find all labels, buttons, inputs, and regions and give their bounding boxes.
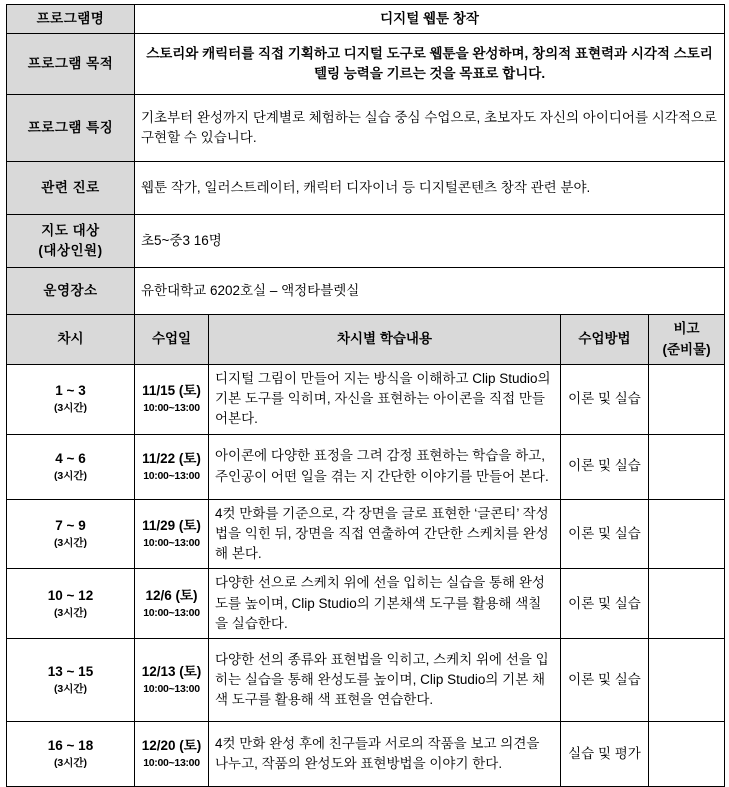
date-cell	[135, 499, 209, 569]
date-cell	[135, 569, 209, 639]
remark-cell	[649, 639, 725, 722]
session-hours: (3시간)	[53, 402, 88, 415]
date-value: 11/22 (토)	[142, 450, 201, 466]
table-row-target	[7, 215, 725, 268]
value-program-feature: 기초부터 완성까지 단계별로 체험하는 실습 중심 수업으로, 초보자도 자신의 아이디어를 시각적으로 구현할 수 있습니다.	[135, 95, 725, 162]
session-cell	[7, 569, 135, 639]
session-hours: (3시간)	[53, 606, 88, 619]
session-cell	[7, 434, 135, 499]
session-number: 13 ~ 15	[47, 664, 94, 679]
label-program-purpose: 프로그램 목적	[7, 34, 135, 95]
content-cell: 다양한 선의 종류와 표현법을 익히고, 스케치 위에 선을 입히는 실습을 통해 완성도를 높이며, Clip Studio의 기본 채색 도구를 활용해 색 표현을 연습한다.	[209, 639, 561, 722]
date-value: 12/13 (토)	[141, 664, 202, 679]
method-cell: 이론 및 실습	[561, 364, 649, 434]
schedule-header-content: 차시별 학습내용	[209, 315, 561, 365]
session-hours: (3시간)	[53, 469, 88, 482]
date-time: 10:00~13:00	[143, 606, 200, 619]
session-hours: (3시간)	[53, 757, 88, 770]
date-time: 10:00~13:00	[143, 402, 200, 415]
session-cell	[7, 639, 135, 722]
schedule-header-remark-line1: 비고	[673, 321, 700, 337]
session-cell	[7, 722, 135, 787]
schedule-header-date: 수업일	[135, 315, 209, 365]
table-row-related-career	[7, 162, 725, 215]
label-target-line1: 지도 대상	[41, 223, 100, 238]
session-cell	[7, 499, 135, 569]
label-program-name: 프로그램명	[7, 5, 135, 34]
label-target	[7, 215, 135, 268]
value-location: 유한대학교 6202호실 – 액정타블렛실	[135, 268, 725, 315]
date-cell	[135, 722, 209, 787]
method-cell: 이론 및 실습	[561, 569, 649, 639]
table-row-program-purpose	[7, 34, 725, 95]
date-value: 12/20 (토)	[141, 738, 202, 753]
content-cell: 디지털 그림이 만들어 지는 방식을 이해하고 Clip Studio의 기본 도구를 익히며, 자신을 표현하는 아이콘을 직접 만들어본다.	[209, 364, 561, 434]
session-number: 1 ~ 3	[55, 383, 86, 399]
table-row	[7, 499, 725, 569]
value-target: 초5~중3 16명	[135, 215, 725, 268]
content-cell: 아이콘에 다양한 표정을 그려 감정 표현하는 학습을 하고, 주인공이 어떤 일을 겪는 지 간단한 이야기를 만들어 본다.	[209, 434, 561, 499]
date-cell	[135, 434, 209, 499]
schedule-header-session: 차시	[7, 315, 135, 365]
date-cell	[135, 639, 209, 722]
remark-cell	[649, 569, 725, 639]
remark-cell	[649, 499, 725, 569]
table-row	[7, 722, 725, 787]
session-number: 16 ~ 18	[47, 738, 94, 753]
table-row	[7, 364, 725, 434]
session-number: 7 ~ 9	[55, 517, 86, 533]
content-cell: 4컷 만화 완성 후에 친구들과 서로의 작품을 보고 의견을 나누고, 작품의 완성도와 표현방법을 이야기 한다.	[209, 722, 561, 787]
method-cell: 이론 및 실습	[561, 434, 649, 499]
value-program-purpose: 스토리와 캐릭터를 직접 기획하고 디지털 도구로 웹툰을 완성하며, 창의적 표현력과 시각적 스토리텔링 능력을 기르는 것을 목표로 합니다.	[135, 34, 725, 95]
table-row	[7, 434, 725, 499]
remark-cell	[649, 722, 725, 787]
label-program-feature: 프로그램 특징	[7, 95, 135, 162]
schedule-header-row	[7, 315, 725, 365]
date-value: 11/29 (토)	[142, 517, 201, 533]
method-cell: 이론 및 실습	[561, 639, 649, 722]
date-value: 12/6 (토)	[145, 587, 198, 603]
table-row	[7, 639, 725, 722]
label-related-career: 관련 진로	[7, 162, 135, 215]
remark-cell	[649, 434, 725, 499]
session-hours: (3시간)	[53, 683, 88, 696]
value-related-career: 웹툰 작가, 일러스트레이터, 캐릭터 디자이너 등 디지털콘텐츠 창작 관련 분야.	[135, 162, 725, 215]
method-cell: 이론 및 실습	[561, 499, 649, 569]
session-number: 4 ~ 6	[55, 450, 86, 466]
date-time: 10:00~13:00	[143, 469, 200, 482]
date-time: 10:00~13:00	[143, 757, 200, 770]
method-cell: 실습 및 평가	[561, 722, 649, 787]
table-row-location	[7, 268, 725, 315]
content-cell: 다양한 선으로 스케치 위에 선을 입히는 실습을 통해 완성도를 높이며, Clip Studio의 기본채색 도구를 활용해 색칠을 실습한다.	[209, 569, 561, 639]
program-table	[6, 4, 725, 787]
table-row-program-feature	[7, 95, 725, 162]
content-cell: 4컷 만화를 기준으로, 각 장면을 글로 표현한 ‘글콘티’ 작성법을 익힌 뒤, 장면을 직접 연출하여 간단한 스케치를 완성해 본다.	[209, 499, 561, 569]
date-time: 10:00~13:00	[143, 683, 200, 696]
schedule-header-remark-line2: (준비물)	[662, 341, 711, 357]
label-target-line2: (대상인원)	[38, 243, 103, 259]
session-number: 10 ~ 12	[47, 587, 94, 603]
table-row-program-name	[7, 5, 725, 34]
session-hours: (3시간)	[53, 537, 88, 550]
schedule-header-remark	[649, 315, 725, 365]
date-value: 11/15 (토)	[142, 383, 201, 399]
session-cell	[7, 364, 135, 434]
schedule-header-method: 수업방법	[561, 315, 649, 365]
value-program-name: 디지털 웹툰 창작	[135, 5, 725, 34]
date-cell	[135, 364, 209, 434]
date-time: 10:00~13:00	[143, 537, 200, 550]
table-row	[7, 569, 725, 639]
remark-cell	[649, 364, 725, 434]
label-location: 운영장소	[7, 268, 135, 315]
